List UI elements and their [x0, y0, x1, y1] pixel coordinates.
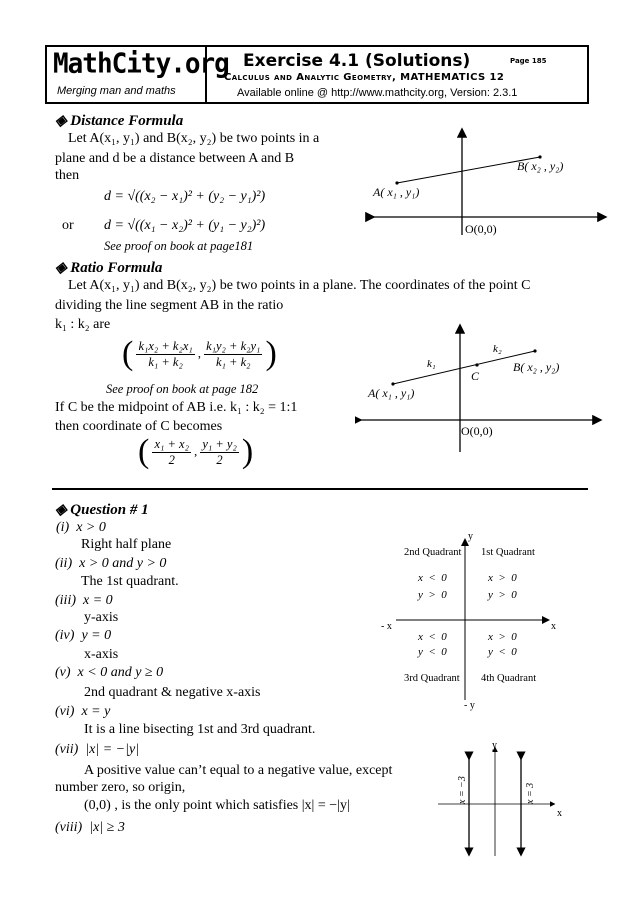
- quadrant-1-label: 1st Quadrant: [481, 547, 535, 558]
- comma: ,: [197, 346, 201, 361]
- item-condition: x > 0 and y > 0: [79, 556, 167, 571]
- item-vii-answer-3: (0,0) , is the only point which satisfies |x| = −|y|: [84, 798, 350, 813]
- brand-box: [47, 47, 229, 102]
- label-a: A( x₁ , y₁): [373, 185, 420, 199]
- label-a: A( x₁ , y₁): [368, 386, 415, 400]
- quadrant-2-x: x < 0: [418, 572, 447, 584]
- brand-logo[interactable]: MathCity.org: [53, 48, 229, 80]
- paren-close: ): [241, 433, 254, 470]
- ratio-y-den: k₁ + k₂: [215, 354, 251, 369]
- midpoint-line2: then coordinate of C becomes: [55, 419, 223, 434]
- ratio-proof-note: See proof on book at page 182: [106, 382, 259, 396]
- label-x-neg3: x = −3: [457, 776, 468, 804]
- axis-label-x: x: [551, 621, 556, 632]
- paren-open: (: [138, 433, 150, 470]
- page-reference: Page 185: [510, 57, 547, 65]
- item-number: (vii): [55, 742, 79, 757]
- axis-label-neg-y: - y: [464, 700, 475, 711]
- item-ii: [55, 556, 166, 572]
- item-iv-answer: x-axis: [84, 647, 119, 662]
- quadrant-4-x: x > 0: [488, 631, 517, 643]
- point-c: [475, 363, 478, 366]
- ratio-x-fraction: [136, 339, 194, 370]
- item-condition: |x| = −|y|: [85, 742, 140, 757]
- ratio-y-fraction: [204, 339, 262, 370]
- mid-x-fraction: [152, 437, 190, 468]
- ratio-line1: Let A(x₁, y₁) and B(x₂, y₂) be two points in a plane. The coordinates of the point C: [68, 278, 531, 293]
- item-condition: x < 0 and y ≥ 0: [77, 665, 164, 680]
- brand-tagline: Merging man and maths: [57, 85, 176, 97]
- item-condition: |x| ≥ 3: [89, 820, 125, 835]
- item-iii-answer: y-axis: [84, 610, 119, 625]
- distance-proof-note: See proof on book at page181: [104, 239, 254, 253]
- axis-label-neg-x: - x: [381, 621, 392, 632]
- label-c: C: [471, 369, 480, 383]
- exercise-title: Exercise 4.1 (Solutions): [243, 51, 471, 71]
- distance-line3: then: [55, 168, 80, 183]
- quadrant-4-y: y < 0: [488, 646, 517, 658]
- question-heading-text: Question # 1: [70, 502, 149, 518]
- item-v-answer: 2nd quadrant & negative x-axis: [84, 685, 261, 700]
- quadrant-figure: [378, 528, 563, 713]
- distance-heading: [55, 111, 183, 130]
- distance-figure: [365, 125, 615, 240]
- diamond-icon: ◈: [55, 260, 67, 276]
- item-i-answer: Right half plane: [81, 537, 172, 552]
- distance-equation-1: d = √((x₂ − x₁)² + (y₂ − y₁)²): [104, 189, 266, 204]
- quadrant-2-y: y > 0: [418, 589, 447, 601]
- diamond-icon: ◈: [55, 502, 67, 518]
- ratio-heading: [55, 258, 162, 277]
- axis-label-x: x: [557, 808, 562, 819]
- diamond-icon: ◈: [55, 113, 67, 129]
- paren-close: ): [265, 335, 277, 372]
- item-viii: [55, 820, 125, 836]
- ratio-x-den: k₁ + k₂: [148, 354, 183, 369]
- item-number: (v): [55, 665, 71, 680]
- item-number: (i): [56, 520, 70, 535]
- ratio-line3: k₁ : k₂ are: [55, 317, 111, 332]
- label-k2: k₂: [493, 343, 502, 355]
- label-origin: O(0,0): [461, 424, 493, 438]
- quadrant-4-label: 4th Quadrant: [481, 673, 537, 684]
- mid-x-den: 2: [168, 452, 175, 467]
- label-origin: O(0,0): [465, 222, 497, 236]
- item-number: (viii): [55, 820, 83, 835]
- paren-open: (: [122, 335, 134, 372]
- quadrant-3-y: y < 0: [418, 646, 447, 658]
- ratio-figure: [355, 320, 605, 455]
- item-condition: y = 0: [81, 628, 112, 643]
- quadrant-1-y: y > 0: [488, 589, 517, 601]
- item-ii-answer: The 1st quadrant.: [81, 574, 179, 589]
- distance-or: or: [62, 218, 74, 233]
- ratio-x-num: k₁x₂ + k₂x₁: [138, 338, 193, 353]
- quadrant-2-label: 2nd Quadrant: [404, 547, 462, 558]
- quadrant-3-label: 3rd Quadrant: [404, 673, 460, 684]
- availability-line[interactable]: Available online @ http://www.mathcity.org, Version: 2.3.1: [237, 87, 518, 99]
- page-header: [45, 45, 589, 104]
- item-number: (iii): [55, 593, 76, 608]
- distance-line2: plane and d be a distance between A and B: [55, 151, 295, 166]
- label-b: B( x₂ , y₂): [513, 360, 560, 374]
- question-heading: [55, 500, 149, 519]
- mid-y-num: y₁ + y₂: [202, 436, 237, 451]
- mid-y-fraction: [200, 437, 238, 468]
- vertical-lines-figure: [428, 738, 578, 863]
- item-vi-answer: It is a line bisecting 1st and 3rd quadrant.: [84, 722, 316, 737]
- item-vii: [55, 742, 139, 758]
- item-number: (iv): [55, 628, 75, 643]
- quadrant-1-x: x > 0: [488, 572, 517, 584]
- axis-label-y: y: [468, 531, 473, 542]
- quadrant-3-x: x < 0: [418, 631, 447, 643]
- ratio-y-num: k₁y₂ + k₂y₁: [206, 338, 261, 353]
- item-vii-answer-2: number zero, so origin,: [55, 780, 186, 795]
- distance-equation-2: d = √((x₁ − x₂)² + (y₁ − y₂)²): [104, 218, 266, 233]
- item-vii-answer-1: A positive value can’t equal to a negative value, except: [84, 763, 393, 778]
- distance-heading-text: Distance Formula: [70, 113, 184, 129]
- label-b: B( x₂ , y₂): [517, 159, 564, 173]
- exercise-subtitle: Calculus and Analytic Geometry, MATHEMATICS 12: [224, 72, 505, 83]
- mid-x-num: x₁ + x₂: [154, 436, 189, 451]
- item-number: (ii): [55, 556, 73, 571]
- ratio-formula: [122, 337, 277, 371]
- label-k1: k₁: [427, 358, 436, 370]
- midpoint-formula: [138, 435, 253, 469]
- ratio-line2: dividing the line segment AB in the ratio: [55, 298, 284, 313]
- comma: ,: [194, 444, 198, 459]
- item-condition: x > 0: [76, 520, 106, 535]
- item-iv: [55, 628, 111, 644]
- item-iii: [55, 593, 113, 609]
- ratio-heading-text: Ratio Formula: [70, 260, 163, 276]
- distance-line1: Let A(x₁, y₁) and B(x₂, y₂) be two points in a: [68, 131, 320, 146]
- item-number: (vi): [55, 704, 75, 719]
- section-divider: [52, 488, 588, 490]
- item-v: [55, 665, 163, 681]
- item-i: [56, 520, 106, 536]
- point-b: [533, 349, 536, 352]
- midpoint-line1: If C be the midpoint of AB i.e. k₁ : k₂ = 1:1: [55, 400, 298, 415]
- item-condition: x = 0: [83, 593, 113, 608]
- axis-label-y: y: [492, 740, 497, 751]
- item-condition: x = y: [81, 704, 111, 719]
- mid-y-den: 2: [216, 452, 223, 467]
- item-vi: [55, 704, 110, 720]
- label-x-pos3: x = 3: [525, 782, 536, 804]
